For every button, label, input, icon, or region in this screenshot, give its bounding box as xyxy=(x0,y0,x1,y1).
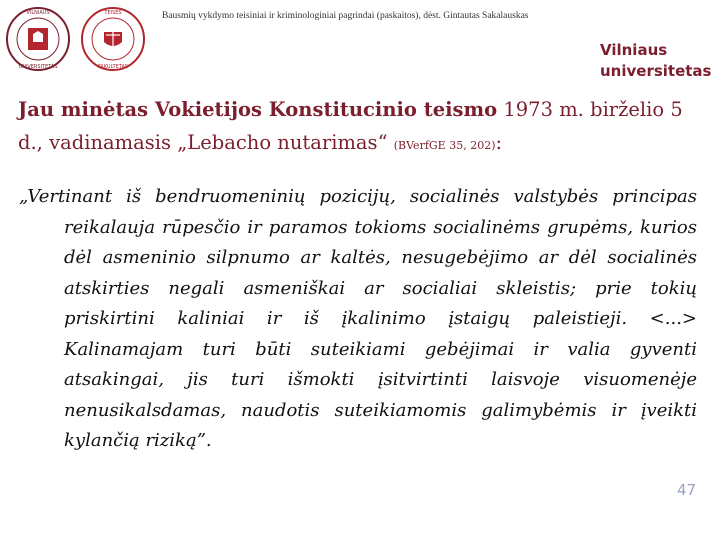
page-number: 47 xyxy=(677,481,697,499)
title-colon: : xyxy=(495,131,503,154)
svg-text:VILNIAUS: VILNIAUS xyxy=(26,10,50,16)
quote-text: „Vertinant iš bendruomeninių pozicijų, socialinės valstybės principas reikalauja rūpesčio ir paramos tokioms socialinėms grupėms, kurios dėl asmeninio silpnumo ar kaltės, nesugebėjimo ar dėl socialinės atskirties negali asmeniškai ar socialiai skleistis; prie tokių priskirtini kaliniai ir iš įkalinimo įstaigų paleistieji. <...> Kalinamajam turi būti suteikiami gebėjimai ir valia gyventi atsakingai, jis turi išmokti įsitvirtinti laisvoje visuomenėje nenusikalsdamas, naudotis suteikiamomis galimybėmis ir įveikti kylančią riziką”. xyxy=(19,186,697,451)
svg-text:UNIVERSITETAS: UNIVERSITETAS xyxy=(18,64,58,70)
wordmark-line-1: Vilniaus xyxy=(600,41,668,59)
title-rest: 1973 m. birželio 5 d., vadinamasis „Lebacho nutarimas“ xyxy=(18,98,683,154)
university-wordmark xyxy=(600,40,711,82)
course-header: Bausmių vykdymo teisiniai ir kriminologiniai pagrindai (paskaitos), dėst. Gintautas Sakalauskas xyxy=(162,11,529,21)
vilnius-university-seal-logo xyxy=(5,6,71,72)
title-bold-part: Jau minėtas Vokietijos Konstitucinio teismo xyxy=(18,98,498,121)
wordmark-line-2: universitetas xyxy=(600,62,712,80)
slide-title xyxy=(18,93,708,162)
svg-text:TEISĖS: TEISĖS xyxy=(104,10,122,16)
title-source-citation: (BVerfGE 35, 202) xyxy=(393,139,496,152)
law-faculty-seal-logo xyxy=(80,6,146,72)
svg-text:FAKULTETAS: FAKULTETAS xyxy=(97,64,129,70)
